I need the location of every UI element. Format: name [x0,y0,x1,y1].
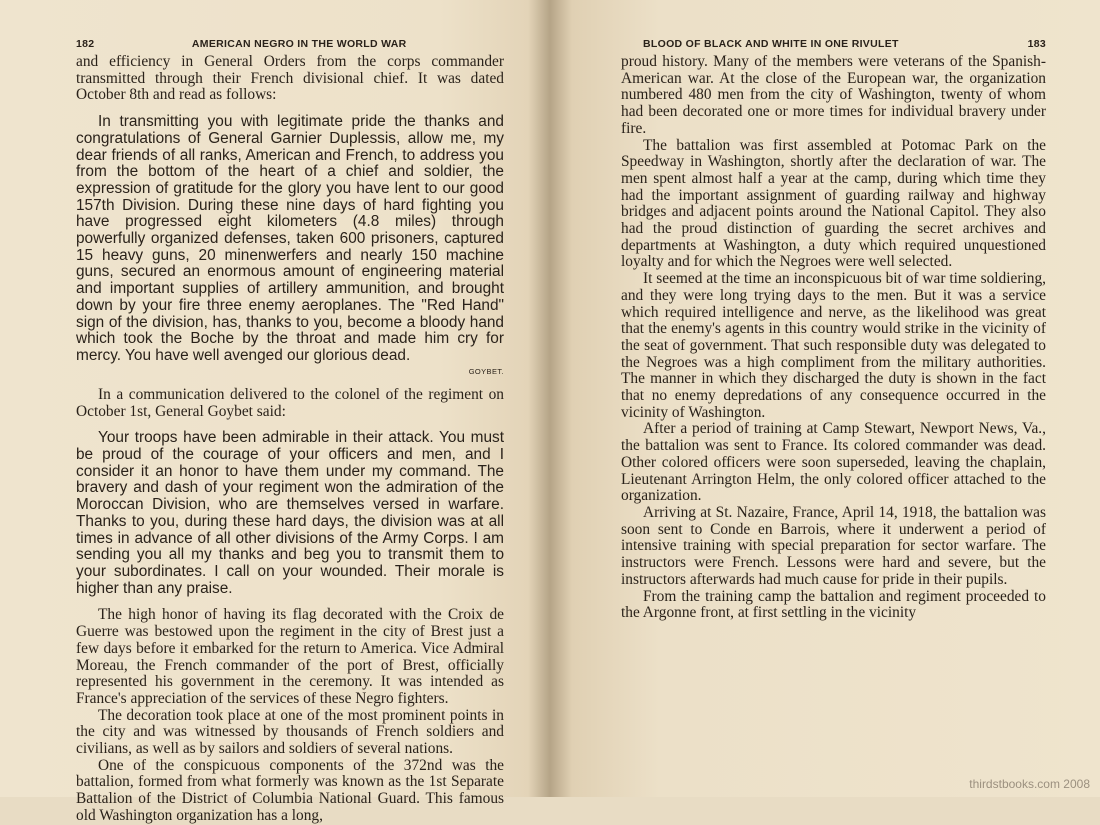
block-quote [76,114,504,377]
paragraph: In a communication delivered to the colonel of the regiment on October 1st, General Goybet said: [76,385,504,420]
paragraph: It seemed at the time an inconspicuous bit of war time soldiering, and they were long trying days to the men. But it was a service which required intelligence and nerve, as the likelihood was great that the enemy's agents in this country would strike in the vicinity of the seat of government. That such responsible duty was delegated to the Negroes was a high compliment from the military authorities. The manner in which they discharged the duty is shown in the fact that no enemy depredations of any consequence occurred in the vicinity of Washington. [621,270,1046,421]
quote-text: Your troops have been admirable in their attack. You must be proud of the courage of your officers and men, and I consider it an honor to have them under my command. The bravery and dash of your regiment won the admiration of the Moroccan Division, who are themselves versed in warfare. Thanks to you, during these hard days, the division was at all times in advance of all other divisions of the Army Corps. I am sending you all my thanks and beg you to transmit them to your subordinates. I call on your wounded. Their morale is higher than any praise. [76,429,504,597]
left-page [0,0,546,824]
left-page-number: 182 [76,38,95,50]
quote-text: In transmitting you with legitimate pride the thanks and congratulations of General Garnier Duplessis, allow me, my dear friends of all ranks, American and French, to address you from the bottom of the heart of a chief and soldier, the expression of gratitude for the glory you have lent to our good 157th Division. During these nine days of hard fighting you have progressed eight kilometers (4.8 miles) through powerfully organized defenses, taken 600 prisoners, captured 15 heavy guns, 20 minenwerfers and nearly 150 machine guns, secured an enormous amount of engineering material and important supplies of artillery ammunition, and brought down by your fire three enemy aeroplanes. The "Red Hand" sign of the division, has, thanks to you, become a bloody hand which took the Boche by the throat and made him cry for mercy. You have well avenged our glorious dead. [76,113,504,364]
paragraph: After a period of training at Camp Stewart, Newport News, Va., the battalion was sent to France. Its colored commander was dead. Other colored officers were soon superseded, leaving the chaplain, Lieutenant Arrington Helm, the only colored officer attached to the organization. [621,420,1046,505]
right-page-number: 183 [1027,38,1046,50]
paragraph: One of the conspicuous components of the 372nd was the battalion, formed from what formerly was known as the 1st Separate Battalion of the District of Columbia National Guard. This famous old Washington organization has a long, [76,756,504,824]
left-page-body [76,54,504,825]
paragraph: The battalion was first assembled at Potomac Park on the Speedway in Washington, shortly after the declaration of war. The men spent almost half a year at the camp, during which time they had the important assignment of guarding railway and highway bridges and adjacent points around the National Capitol. They also had the proud distinction of guarding the secret archives and departments at Washington, a duty which required unquestioned loyalty and for which the Negroes were well selected. [621,136,1046,271]
paragraph: Arriving at St. Nazaire, France, April 14, 1918, the battalion was soon sent to Conde en Barrois, where it underwent a period of intensive training with special preparation for sector warfare. The instructors were French. Lessons were hard and severe, but the instructors afterwards had much cause for pride in their pupils. [621,503,1046,588]
left-running-head-title: AMERICAN NEGRO IN THE WORLD WAR [191,38,407,50]
paragraph: The high honor of having its flag decorated with the Croix de Guerre was bestowed upon the regiment in the city of Brest just a few days before it embarked for the return to America. Vice Admiral Moreau, the French commander of the port of Brest, officially represented his government in the ceremony. It was intended as France's appreciation of the services of these Negro fighters. [76,606,504,707]
paragraph: The decoration took place at one of the most prominent points in the city and was witnessed by thousands of French soldiers and civilians, as well as by sailors and soldiers of several nations. [76,706,504,758]
right-page-body [621,54,1046,622]
block-quote [76,430,504,597]
paragraph: From the training camp the battalion and regiment proceeded to the Argonne front, at first settling in the vicinity [621,587,1046,622]
paragraph: and efficiency in General Orders from the corps commander transmitted through their French divisional chief. It was dated October 8th and read as follows: [76,53,504,104]
right-page [556,0,1100,797]
left-running-header [76,38,504,50]
quote-signature: GOYBET. [468,366,504,376]
paragraph: proud history. Many of the members were veterans of the Spanish-American war. At the close of the European war, the organization numbered 480 men from the city of Washington, twenty of whom had been decorated one or more times for individual bravery under fire. [621,53,1046,137]
watermark: thirdstbooks.com 2008 [969,777,1090,791]
right-running-head-title: BLOOD OF BLACK AND WHITE IN ONE RIVULET [643,38,899,50]
right-running-header [621,38,1046,50]
